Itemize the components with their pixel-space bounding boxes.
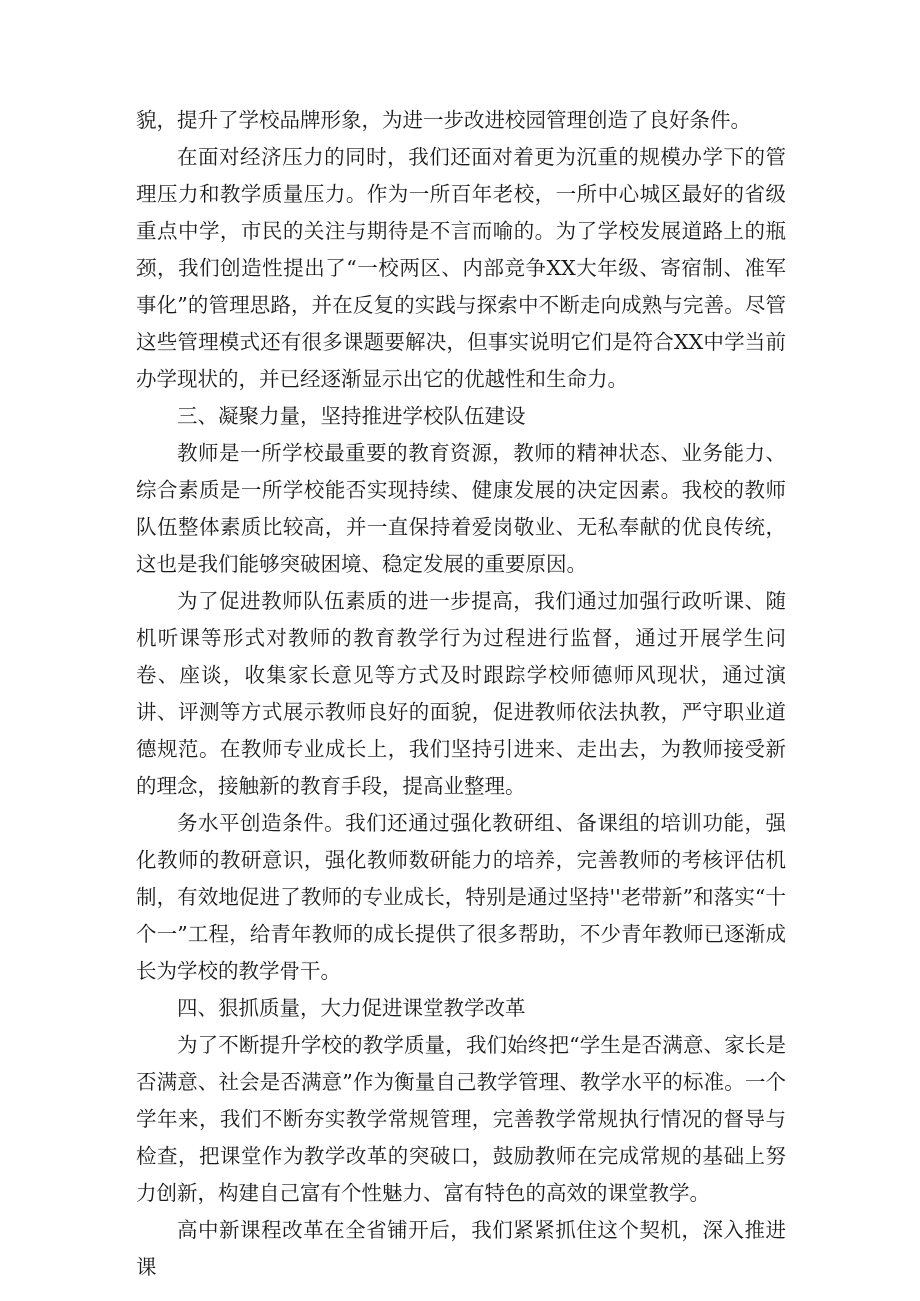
paragraph: 高中新课程改革在全省铺开后，我们紧紧抓住这个契机，深入推进课 [136,1218,786,1279]
document-body [136,102,786,1286]
paragraph: 在面对经济压力的同时，我们还面对着更为沉重的规模办学下的管理压力和教学质量压力。作为一所百年老校，一所中心城区最好的省级重点中学，市民的关注与期待是不言而喻的。为了学校发展道路上的瓶颈，我们创造性提出了“一校两区、内部竞争XX大年级、寄宿制、准军事化”的管理思路，并在反复的实践与探索中不断走向成熟与完善。尽管这些管理模式还有很多课题要解决，但事实说明它们是符合XX中学当前办学现状的，并已经逐渐显示出它的优越性和生命力。 [136,145,786,391]
paragraph: 教师是一所学校最重要的教育资源，教师的精神状态、业务能力、综合素质是一所学校能否实现持续、健康发展的决定因素。我校的教师队伍整体素质比较高，并一直保持着爱岗敬业、无私奉献的优良传统，这也是我们能够突破困境、稳定发展的重要原因。 [136,441,786,576]
paragraph: 为了促进教师队伍素质的进一步提高，我们通过加强行政听课、随机听课等形式对教师的教育教学行为过程进行监督，通过开展学生问卷、座谈，收集家长意见等方式及时跟踪学校师德师风现状，通过演讲、评测等方式展示教师良好的面貌，促进教师依法执教，严守职业道德规范。在教师专业成长上，我们坚持引进来、走出去，为教师接受新的理念，接触新的教育手段，提高业整理。 [136,589,786,798]
section-heading: 三、凝聚力量，坚持推进学校队伍建设 [177,404,526,428]
paragraph: 为了不断提升学校的教学质量，我们始终把“学生是否满意、家长是否满意、社会是否满意”作为衡量自己教学管理、教学水平的标准。一个学年来，我们不断夯实教学常规管理，完善教学常规执行情况的督导与检查，把课堂作为教学改革的突破口，鼓励教师在完成常规的基础上努力创新，构建自己富有个性魅力、富有特色的高效的课堂教学。 [136,1033,786,1205]
section-heading: 四、狠抓质量，大力促进课堂教学改革 [177,996,526,1020]
paragraph: 务水平创造条件。我们还通过强化教研组、备课组的培训功能，强化教师的教研意识，强化教师数研能力的培养，完善教师的考核评估机制，有效地促进了教师的专业成长，特别是通过坚持''老带新”和落实“十个一”工程，给青年教师的成长提供了很多帮助，不少青年教师已逐渐成长为学校的教学骨干。 [136,811,786,983]
paragraph: 貌，提升了学校品牌形象，为进一步改进校园管理创造了良好条件。 [136,108,751,132]
